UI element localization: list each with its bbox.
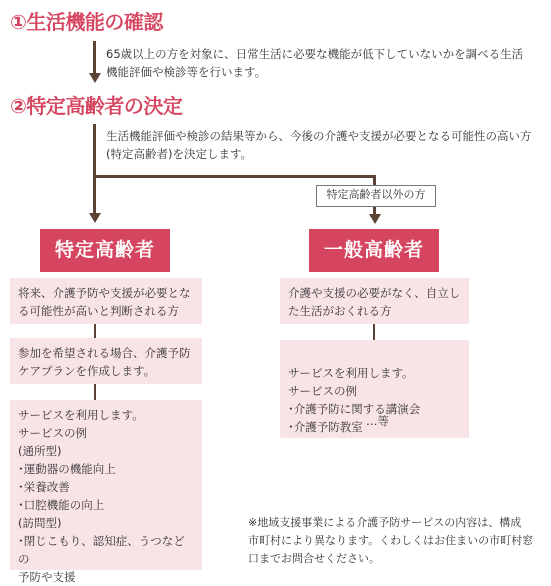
step2-title: ②特定高齢者の決定 [10, 94, 183, 118]
right-header: 一般高齢者 [309, 229, 439, 272]
step1-description-line1: 65歳以上の方を対象に、日常生活に必要な機能が低下していないかを調べる生活 [106, 47, 524, 61]
right-box-services-text: サービスを利用します。 サービスの例 ･介護予防に関する講演会 ･介護予防教室 [288, 366, 421, 434]
footnote: ※地域支援事業による介護予防サービスの内容は、構成 市町村により異なります。くわしくはお住まいの市町村窓 口までお問合せください。 [248, 516, 534, 565]
step1-description-line2: 機能評価や検診等を行います。 [106, 65, 267, 79]
right-box-independent: 介護や支援の必要がなく、自立し た生活がおくれる方 [280, 278, 469, 324]
connector-left-box1-box2 [94, 324, 96, 338]
connector-right-box1-box2 [373, 324, 375, 340]
connector-horizontal-branch [93, 175, 376, 178]
connector-step1-step2 [93, 41, 96, 74]
left-box-careplan: 参加を希望される場合、介護予防 ケアプランを作成します。 [10, 338, 202, 384]
step2-description-line2: (特定高齢者)を決定します。 [106, 147, 253, 161]
branch-label: 特定高齢者以外の方 [316, 185, 436, 207]
connector-left-box2-box3 [94, 384, 96, 400]
arrow-down-icon [89, 213, 101, 223]
step1-title: ①生活機能の確認 [10, 10, 163, 34]
right-box-services-suffix: …等 [366, 414, 389, 428]
left-box-services: サービスを利用します。 サービスの例 (通所型) ･運動器の機能向上 ･栄養改善 ･口腔機能の向上 (訪問型) ･閉じこもり、認知症、うつなどの 予防や支援 [10, 400, 202, 570]
connector-step2-left [93, 124, 96, 214]
arrow-down-icon [369, 214, 381, 224]
arrow-down-icon [89, 73, 101, 83]
step2-description-line1: 生活機能評価や検診の結果等から、今後の介護や支援が必要となる可能性の高い方 [106, 129, 532, 143]
left-box-target: 将来、介護予防や支援が必要とな る可能性が高いと判断される方 [10, 278, 202, 324]
connector-right-upper [373, 175, 376, 185]
left-header: 特定高齢者 [40, 229, 170, 272]
